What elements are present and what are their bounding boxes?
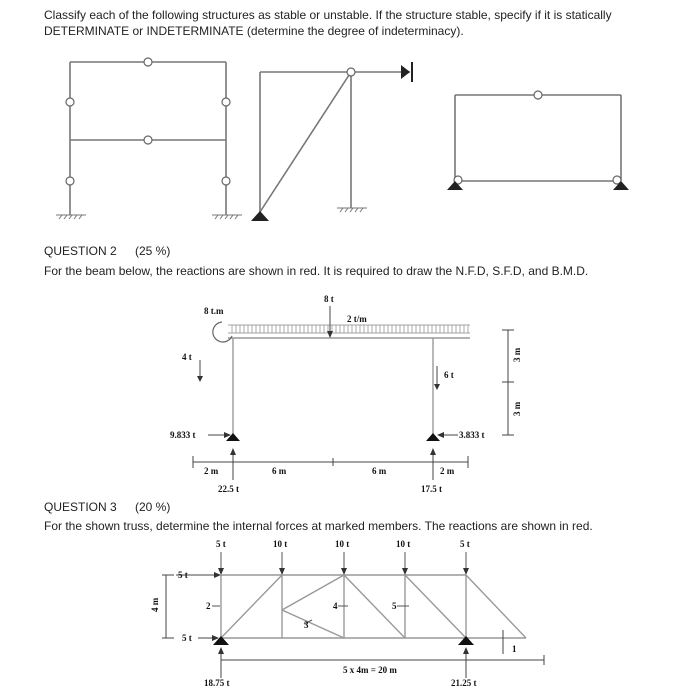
q3-title: QUESTION 3 — [44, 500, 117, 514]
beam-frame-figure — [0, 280, 690, 510]
truss-load-1: 5 t — [216, 539, 226, 549]
truss-load-4: 10 t — [396, 539, 411, 549]
truss-load-arrowhead-5 — [463, 568, 469, 575]
truss-right-reaction-v: 21.25 t — [451, 678, 477, 688]
dim-a-label: 2 m — [204, 466, 219, 476]
dim-h1-label: 3 m — [512, 347, 522, 362]
q3-marks: (20 %) — [135, 500, 171, 514]
member-5-label: 5 — [392, 601, 397, 611]
intro-line-1: Classify each of the following structures as stable or unstable. If the structure stable, specify if it is statically — [44, 8, 612, 22]
truss-span: 5 x 4m = 20 m — [343, 665, 397, 675]
dim-d-label: 2 m — [440, 466, 455, 476]
truss-load-arrowhead-2 — [279, 568, 285, 575]
left-load-label: 4 t — [182, 352, 192, 362]
truss-load-2: 10 t — [273, 539, 288, 549]
right-reaction-h-label: 3.833 t — [459, 430, 485, 440]
right-load-label: 6 t — [444, 370, 454, 380]
truss-side-load: 5 t — [178, 570, 188, 580]
left-reaction-h-label: 9.833 t — [170, 430, 196, 440]
truss-load-5: 5 t — [460, 539, 470, 549]
q2-text: For the beam below, the reactions are shown in red. It is required to draw the N.F.D, S.F.D, and B.M.D. — [44, 264, 589, 278]
structures-figure — [0, 0, 690, 230]
dim-b-label: 6 m — [272, 466, 287, 476]
dim-h2-label: 3 m — [512, 401, 522, 416]
truss-load-3: 10 t — [335, 539, 350, 549]
q3-text: For the shown truss, determine the internal forces at marked members. The reactions are shown in red. — [44, 519, 593, 533]
q2-title: QUESTION 2 — [44, 244, 117, 258]
member-2-label: 2 — [206, 601, 211, 611]
truss-load-arrowhead-1 — [218, 568, 224, 575]
dim-c-label: 6 m — [372, 466, 387, 476]
right-reaction-v-label: 17.5 t — [421, 484, 442, 494]
intro-line-2: DETERMINATE or INDETERMINATE (determine the degree of indeterminacy). — [44, 24, 464, 38]
truss-left-reaction-v: 18.75 t — [204, 678, 230, 688]
truss-load-arrowhead-3 — [341, 568, 347, 575]
q2-marks: (25 %) — [135, 244, 171, 258]
truss-left-reaction-h: 5 t — [182, 633, 192, 643]
truss-figure — [0, 530, 690, 700]
left-reaction-v-label: 22.5 t — [218, 484, 239, 494]
moment-label: 8 t.m — [204, 306, 224, 316]
member-4-label: 4 — [333, 601, 338, 611]
truss-height: 4 m — [150, 597, 160, 612]
top-load-label: 8 t — [324, 294, 334, 304]
truss-load-arrowhead-4 — [402, 568, 408, 575]
udl-label: 2 t/m — [347, 314, 367, 324]
member-3-label: 3 — [304, 620, 309, 630]
member-1-label: 1 — [512, 644, 517, 654]
